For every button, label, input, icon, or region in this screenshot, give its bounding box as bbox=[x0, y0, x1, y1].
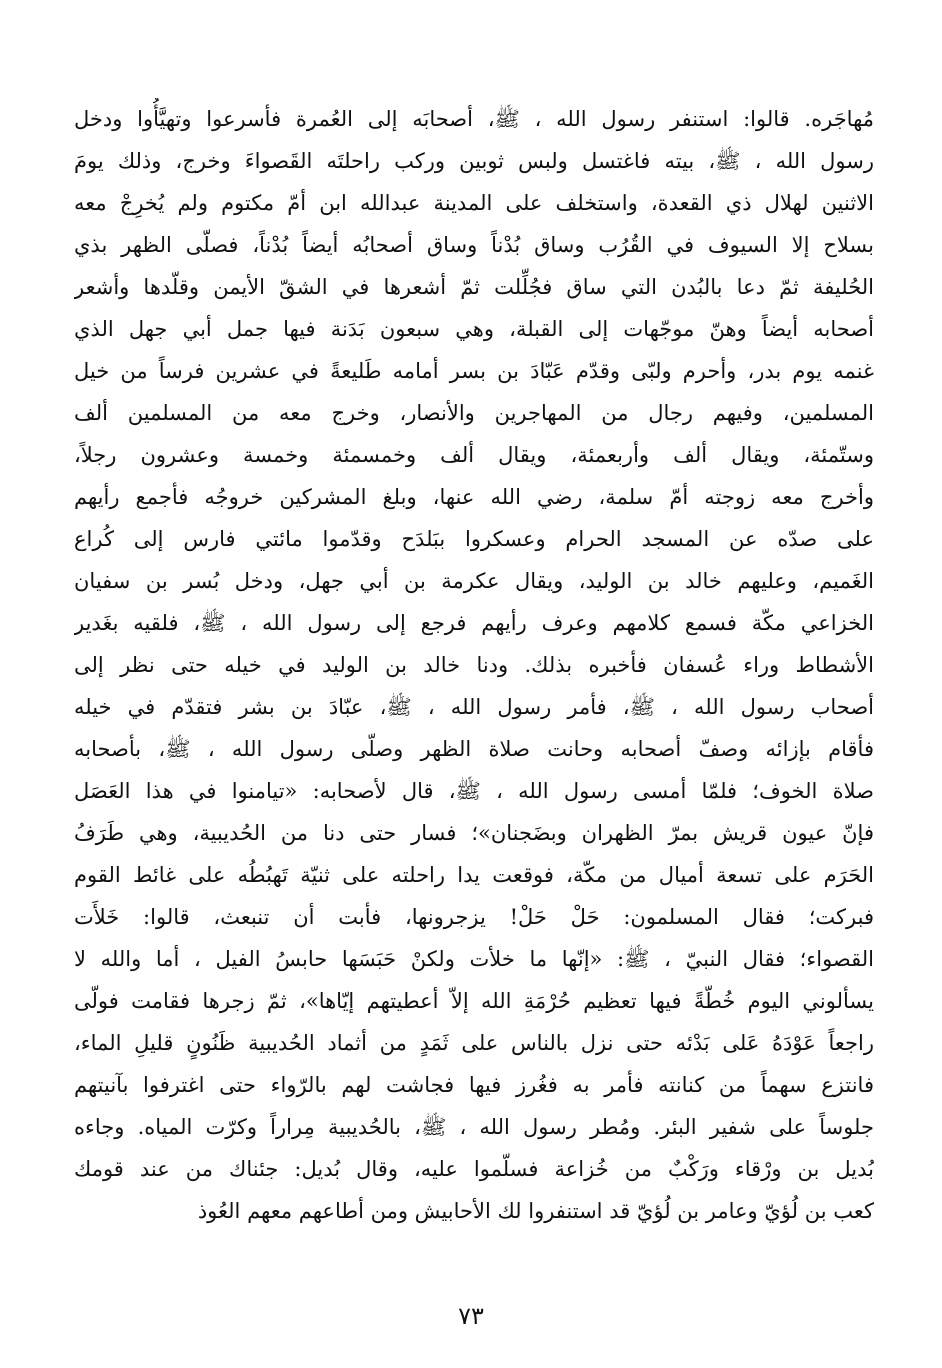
text-line: وستّمئة، ويقال ألف وأربعمئة، ويقال ألف وخمسمئة وخمسة وعشرون رجلاً، bbox=[74, 443, 874, 467]
text-line: الخزاعي مكّة فسمع كلامهم وعرف رأيهم فرجع إلى رسول الله ، ﷺ، فلقيه بغَدير bbox=[74, 611, 874, 635]
text-line: فأقام بإزائه وصفّ أصحابه وحانت صلاة الظهر وصلّى رسول الله ، ﷺ، بأصحابه bbox=[74, 737, 874, 761]
text-line: كعب بن لُؤيّ وعامر بن لُؤيّ قد استنفروا لك الأحابيش ومن أطاعهم معهم العُوذ bbox=[197, 1199, 874, 1223]
page-number: ٧٣ bbox=[458, 1302, 484, 1330]
text-line: الحُليفة ثمّ دعا بالبُدن التي ساق فجُلِّلت ثمّ أشعرها في الشقّ الأيمن وقلّدها وأشعر bbox=[74, 275, 874, 299]
text-line: بسلاح إلا السيوف في القُرُب وساق بُدْناً وساق أصحابُه أيضاً بُدْناً، فصلّى الظهر بذي bbox=[74, 233, 874, 257]
main-text-block bbox=[74, 98, 874, 1232]
text-line: مُهاجَره. قالوا: استنفر رسول الله ، ﷺ، أصحابَه إلى العُمرة فأسرعوا وتهيَّأُوا ودخل bbox=[74, 107, 874, 131]
text-line: فانتزع سهماً من كنانته فأمر به فغُرز فيها فجاشت لهم بالرّواء حتى اغترفوا بآنيتهم bbox=[74, 1073, 874, 1097]
text-line: فبركت؛ فقال المسلمون: حَلْ حَلْ! يزجرونها، فأبت أن تنبعث، قالوا: خَلأَت bbox=[74, 905, 874, 929]
text-line: الأشطاط وراء عُسفان فأخبره بذلك. ودنا خالد بن الوليد في خيله حتى نظر إلى bbox=[74, 653, 874, 677]
text-line: يسألوني اليوم خُطّةً فيها تعظيم حُرْمَةِ الله إلاّ أعطيتهم إيّاها»، ثمّ زجرها فقامت فولّى bbox=[74, 989, 874, 1013]
text-line: بُديل بن ورْقاء ورَكْبٌ من خُزاعة فسلّموا عليه، وقال بُديل: جئناك من عند قومك bbox=[74, 1157, 874, 1181]
text-line: القصواء؛ فقال النبيّ ، ﷺ: «إنّها ما خلأت ولكنْ حَبَسَها حابسُ الفيل ، أما والله لا bbox=[74, 947, 874, 971]
text-line: أصحابه أيضاً وهنّ موجّهات إلى القبلة، وهي سبعون بَدَنة فيها جمل أبي جهل الذي bbox=[74, 317, 874, 341]
text-line: أصحاب رسول الله ، ﷺ، فأمر رسول الله ، ﷺ، عبّادَ بن بشر فتقدّم في خيله bbox=[74, 695, 874, 719]
text-line: رسول الله ، ﷺ، بيته فاغتسل ولبس ثوبين وركب راحلتَه القَصواءَ وخرج، وذلك يومَ bbox=[74, 149, 874, 173]
text-line: وأخرج معه زوجته أمّ سلمة، رضي الله عنها، وبلغ المشركين خروجُه فأجمع رأيهم bbox=[74, 485, 874, 509]
text-line: صلاة الخوف؛ فلمّا أمسى رسول الله ، ﷺ، قال لأصحابه: «تيامنوا في هذا العَصَل bbox=[74, 779, 874, 803]
text-line: المسلمين، وفيهم رجال من المهاجرين والأنصار، وخرج معه من المسلمين ألف bbox=[74, 401, 874, 425]
text-line: غنمه يوم بدر، وأحرم ولبّى وقدّم عَبّادَ بن بسر أمامه طَليعةً في عشرين فرساً من خيل bbox=[74, 359, 874, 383]
text-line: فإنّ عيون قريش بمرّ الظهران وبضَجنان»؛ فسار حتى دنا من الحُديبية، وهي طَرَفُ bbox=[74, 821, 874, 845]
text-line: على صدّه عن المسجد الحرام وعسكروا ببَلدَح وقدّموا مائتي فارس إلى كُراع bbox=[74, 527, 874, 551]
text-line: الاثنين لهلال ذي القعدة، واستخلف على المدينة عبدالله ابن أمّ مكتوم ولم يُخرِجْ معه bbox=[74, 191, 874, 215]
text-line: جلوساً على شفير البئر. ومُطر رسول الله ، ﷺ، بالحُديبية مِراراً وكرّت المياه. وجاءه bbox=[74, 1115, 874, 1139]
text-line: راجعاً عَوْدَهُ عَلى بَدْئه حتى نزل بالناس على ثَمَدٍ من أثماد الحُديبية ظَنُونٍ قليلِ الماء، bbox=[74, 1031, 874, 1055]
text-line: الحَرَم على تسعة أميال من مكّة، فوقعت يدا راحلته على ثنيّة تَهبُطُه على غائط القوم bbox=[74, 863, 874, 887]
text-line: الغَميم، وعليهم خالد بن الوليد، ويقال عكرمة بن أبي جهل، ودخل بُسر بن سفيان bbox=[74, 569, 874, 593]
